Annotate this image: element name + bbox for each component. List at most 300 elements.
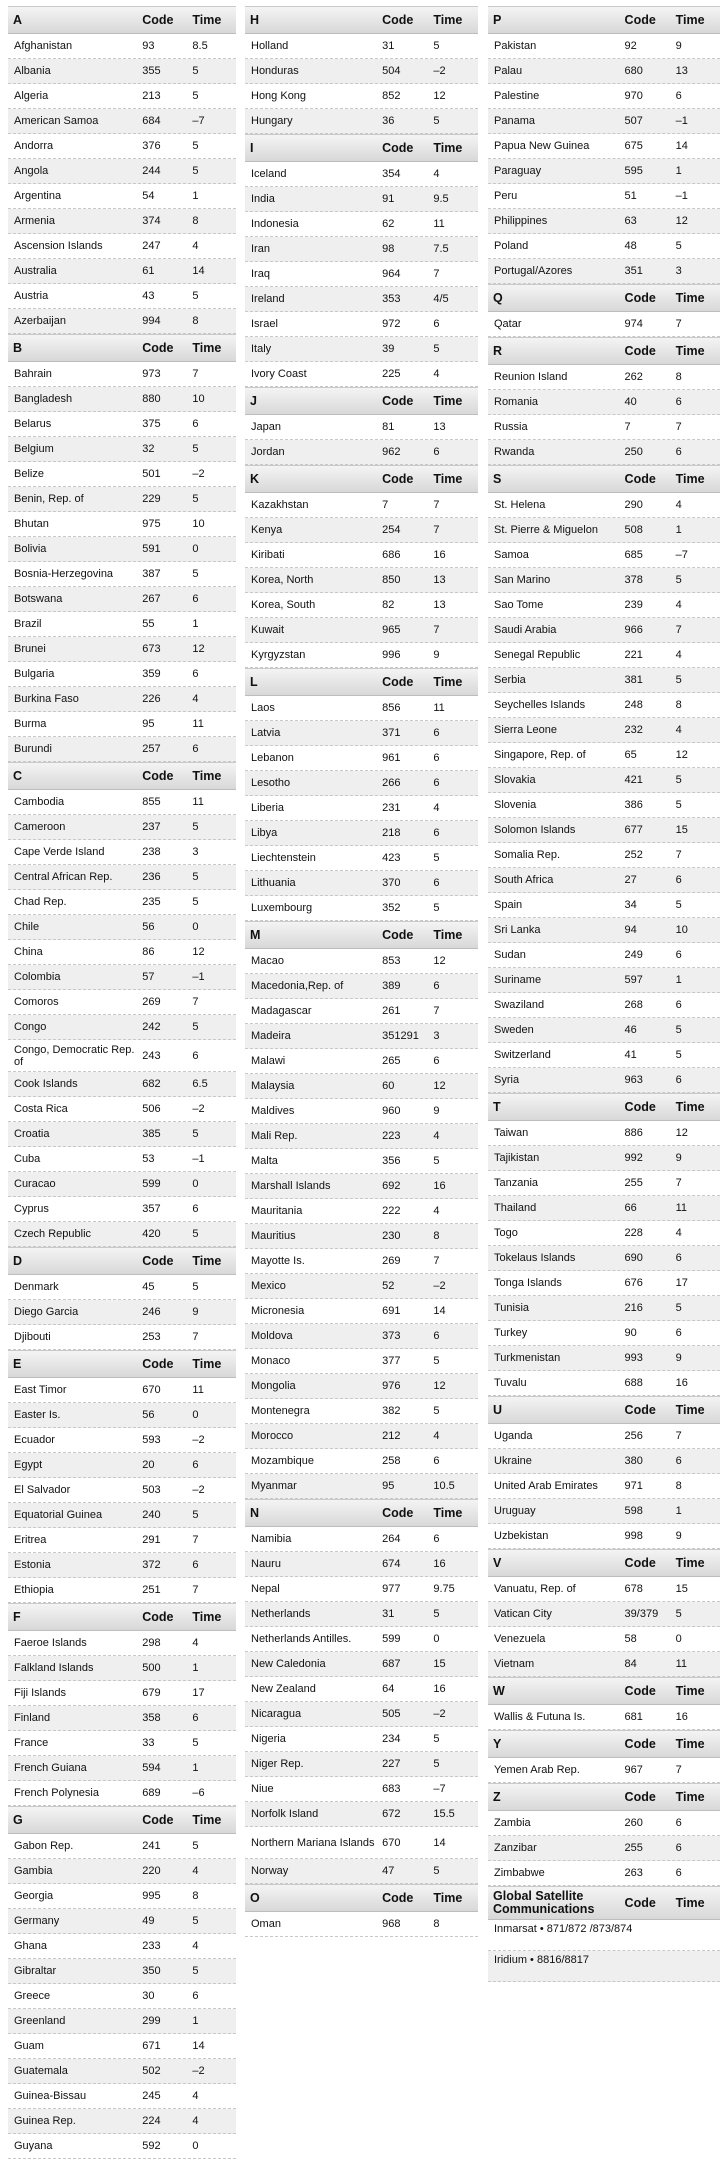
country-name: Mexico [251, 1280, 286, 1292]
country-code: 258 [382, 1455, 401, 1467]
country-name: Reunion Island [494, 371, 568, 383]
time-offset: 16 [433, 549, 446, 561]
country-name: Germany [14, 1915, 60, 1927]
country-name: Oman [251, 1918, 281, 1930]
table-row [8, 1631, 236, 1656]
country-name: Iran [251, 243, 270, 255]
time-offset: 7 [675, 1764, 682, 1776]
country-name: Austria [14, 290, 49, 302]
country-code: 682 [142, 1078, 161, 1090]
country-name: Turkey [494, 1327, 528, 1339]
country-code: 508 [624, 524, 643, 536]
country-code: 230 [382, 1230, 401, 1242]
country-code: 229 [142, 493, 161, 505]
country-code: 45 [142, 1281, 155, 1293]
time-offset: 6 [675, 1455, 682, 1467]
time-offset: 9 [675, 40, 682, 52]
country-name: Fiji Islands [14, 1687, 66, 1699]
country-name: Portugal/Azores [494, 265, 573, 277]
country-name: Congo, Democratic Rep. of [14, 1043, 135, 1068]
country-code: 593 [142, 1434, 161, 1446]
country-code: 246 [142, 1306, 161, 1318]
time-offset: 6 [433, 446, 440, 458]
table-row [8, 259, 236, 284]
section-header [8, 1806, 236, 1834]
time-offset: 5 [675, 799, 682, 811]
table-row [245, 696, 478, 721]
section-s [488, 465, 720, 1093]
table-row [245, 187, 478, 212]
country-name: Chad Rep. [14, 896, 67, 908]
country-code: 689 [142, 1787, 161, 1799]
table-row [245, 59, 478, 84]
country-code: 996 [382, 649, 401, 661]
time-offset: 4 [433, 368, 440, 380]
section-header [488, 6, 720, 34]
country-name: Ecuador [14, 1434, 55, 1446]
time-offset: –6 [192, 1787, 205, 1799]
country-code: 679 [142, 1687, 161, 1699]
time-offset: 12 [433, 1380, 446, 1392]
table-row [488, 365, 720, 390]
country-code: 970 [624, 90, 643, 102]
time-offset: 12 [433, 90, 446, 102]
country-name: Andorra [14, 140, 54, 152]
country-name: Nauru [251, 1558, 281, 1570]
country-name: Uzbekistan [494, 1530, 549, 1542]
table-row [8, 2134, 236, 2159]
table-row [245, 1777, 478, 1802]
section-z [488, 1783, 720, 1886]
table-row [245, 1099, 478, 1124]
time-offset: 1 [675, 1505, 682, 1517]
country-code: 39 [382, 343, 395, 355]
country-code: 239 [624, 599, 643, 611]
table-row [8, 1275, 236, 1300]
country-code: 95 [382, 1480, 395, 1492]
country-name: Vietnam [494, 1658, 535, 1670]
country-code: 377 [382, 1355, 401, 1367]
table-row [8, 965, 236, 990]
time-offset: 7 [433, 624, 440, 636]
country-name: Argentina [14, 190, 62, 202]
table-row [245, 1149, 478, 1174]
time-offset: 6 [433, 318, 440, 330]
country-code: 94 [624, 924, 637, 936]
country-code: 39/379 [624, 1608, 659, 1620]
country-name: Wallis & Futuna Is. [494, 1711, 586, 1723]
table-row [488, 415, 720, 440]
time-offset: 5 [675, 1302, 682, 1314]
section-header [245, 465, 478, 493]
time-offset: 4 [192, 2090, 199, 2102]
table-row [8, 1681, 236, 1706]
table-row [488, 1296, 720, 1321]
table-row [488, 1652, 720, 1677]
country-name: Easter Is. [14, 1409, 61, 1421]
time-offset: 15 [675, 824, 688, 836]
country-code: 212 [382, 1430, 401, 1442]
time-offset: 13 [433, 421, 446, 433]
section-header [245, 1884, 478, 1912]
country-code: 350 [142, 1965, 161, 1977]
table-row [8, 1884, 236, 1909]
table-row [8, 1222, 236, 1247]
time-offset: 1 [192, 1662, 199, 1674]
time-offset: 7 [433, 1255, 440, 1267]
time-offset: 16 [675, 1377, 688, 1389]
country-name: China [14, 946, 43, 958]
country-name: Peru [494, 190, 518, 202]
time-offset: 4 [675, 724, 682, 736]
table-row [488, 1043, 720, 1068]
table-row [8, 1325, 236, 1350]
country-code: 242 [142, 1021, 161, 1033]
section-header [488, 465, 720, 493]
table-row [8, 687, 236, 712]
country-code: 974 [624, 318, 643, 330]
country-name: New Caledonia [251, 1658, 326, 1670]
table-row [245, 949, 478, 974]
country-code: 670 [142, 1384, 161, 1396]
time-offset: 6 [433, 1055, 440, 1067]
country-code: 504 [382, 65, 401, 77]
time-column-header: Time [675, 1790, 705, 1804]
table-row [488, 1424, 720, 1449]
country-name: Australia [14, 265, 57, 277]
country-name: Malaysia [251, 1080, 295, 1092]
country-name: Netherlands Antilles. [251, 1633, 352, 1645]
country-name: Afghanistan [14, 40, 73, 52]
country-name: Zimbabwe [494, 1867, 545, 1879]
country-code: 681 [624, 1711, 643, 1723]
code-column-header: Code [624, 1790, 656, 1804]
time-column-header: Time [675, 1737, 705, 1751]
country-code: 677 [624, 824, 643, 836]
country-name: Jordan [251, 446, 285, 458]
code-column-header: Code [382, 928, 414, 942]
table-row [8, 1578, 236, 1603]
code-column-header: Code [382, 1891, 414, 1905]
time-offset: 5 [192, 290, 199, 302]
time-offset: 6 [192, 743, 199, 755]
country-name: Egypt [14, 1459, 43, 1471]
country-code: 221 [624, 649, 643, 661]
country-code: 47 [382, 1865, 395, 1877]
country-name: Suriname [494, 974, 542, 986]
time-offset: 10.5 [433, 1480, 455, 1492]
country-code: 691 [382, 1305, 401, 1317]
table-row [8, 1197, 236, 1222]
time-offset: 5 [433, 40, 440, 52]
country-code: 592 [142, 2140, 161, 2152]
table-row [8, 712, 236, 737]
country-name: Kiribati [251, 549, 285, 561]
code-column-header: Code [142, 1357, 174, 1371]
time-column-header: Time [433, 1891, 463, 1905]
table-row [245, 1274, 478, 1299]
country-name: Kenya [251, 524, 283, 536]
time-offset: 16 [675, 1711, 688, 1723]
time-offset: 4 [192, 1940, 199, 1952]
country-code: 680 [624, 65, 643, 77]
country-code: 7 [624, 421, 631, 433]
section-letter: S [493, 472, 502, 486]
country-code: 976 [382, 1380, 401, 1392]
country-code: 255 [624, 1842, 643, 1854]
country-name: Solomon Islands [494, 824, 576, 836]
table-row [488, 668, 720, 693]
country-name: Finland [14, 1712, 51, 1724]
country-name: Estonia [14, 1559, 51, 1571]
satellite-entry: Iridium • 8816/8817 [494, 1954, 589, 1966]
country-name: Sweden [494, 1024, 534, 1036]
table-row [245, 1049, 478, 1074]
country-name: Madagascar [251, 1005, 312, 1017]
time-column-header: Time [192, 769, 222, 783]
country-code: 353 [382, 293, 401, 305]
table-row [488, 1499, 720, 1524]
table-row [245, 1627, 478, 1652]
time-offset: 6.5 [192, 1078, 208, 1090]
table-row [8, 234, 236, 259]
country-name: Bhutan [14, 518, 49, 530]
country-code: 503 [142, 1484, 161, 1496]
table-row [488, 1861, 720, 1886]
table-row [245, 1802, 478, 1827]
country-code: 975 [142, 518, 161, 530]
table-row [245, 493, 478, 518]
table-row [8, 2084, 236, 2109]
table-row [8, 637, 236, 662]
table-row [488, 209, 720, 234]
country-name: Gabon Rep. [14, 1840, 74, 1852]
section-letter: U [493, 1403, 503, 1417]
table-row [488, 1271, 720, 1296]
section-m [245, 921, 478, 1499]
time-offset: 11 [192, 796, 204, 808]
country-code: 686 [382, 549, 401, 561]
time-offset: 6 [192, 1559, 199, 1571]
country-name: Azerbaijan [14, 315, 66, 327]
table-row [8, 1015, 236, 1040]
time-offset: 5 [433, 852, 440, 864]
time-offset: 7 [675, 318, 682, 330]
table-row [488, 1602, 720, 1627]
time-column-header: Time [675, 1684, 705, 1698]
table-row [8, 1731, 236, 1756]
country-code: 54 [142, 190, 155, 202]
country-code: 351 [624, 265, 643, 277]
column-2 [245, 6, 478, 1937]
table-row [8, 1453, 236, 1478]
country-code: 237 [142, 821, 161, 833]
country-name: Norfolk Island [251, 1808, 319, 1820]
section-header [245, 1499, 478, 1527]
section-satellite [488, 1886, 720, 1982]
country-code: 218 [382, 827, 401, 839]
section-header [488, 1886, 720, 1920]
table-row [245, 999, 478, 1024]
time-offset: 6 [433, 1533, 440, 1545]
time-offset: –7 [433, 1783, 446, 1795]
country-code: 223 [382, 1130, 401, 1142]
time-offset: 5 [192, 1840, 199, 1852]
country-name: Guinea Rep. [14, 2115, 76, 2127]
code-column-header: Code [382, 1506, 414, 1520]
country-name: Angola [14, 165, 49, 177]
country-code: 967 [624, 1764, 643, 1776]
country-name: Iraq [251, 268, 270, 280]
country-name: Montenegra [251, 1405, 310, 1417]
country-name: Libya [251, 827, 278, 839]
table-row [8, 309, 236, 334]
time-offset: 5 [675, 574, 682, 586]
table-row [488, 109, 720, 134]
country-name: Albania [14, 65, 51, 77]
time-offset: 1 [675, 974, 682, 986]
country-code: 505 [382, 1708, 401, 1720]
country-code: 56 [142, 921, 155, 933]
time-offset: 5 [675, 674, 682, 686]
table-row [8, 109, 236, 134]
time-offset: 7 [192, 1584, 199, 1596]
time-offset: 10 [192, 393, 205, 405]
time-column-header: Time [433, 394, 463, 408]
table-row [245, 871, 478, 896]
time-column-header: Time [192, 341, 222, 355]
country-name: Zanzibar [494, 1842, 537, 1854]
country-name: Mauritania [251, 1205, 303, 1217]
country-name: Tajikistan [494, 1152, 540, 1164]
table-row [8, 1706, 236, 1731]
table-row [488, 84, 720, 109]
time-offset: 5 [192, 493, 199, 505]
country-code: 64 [382, 1683, 395, 1695]
table-row [8, 1859, 236, 1884]
code-column-header: Code [624, 1100, 656, 1114]
table-row [245, 1424, 478, 1449]
country-name: Spain [494, 899, 523, 911]
country-code: 291 [142, 1534, 161, 1546]
table-row [488, 493, 720, 518]
table-row [8, 612, 236, 637]
country-name: Paraguay [494, 165, 542, 177]
table-row [8, 84, 236, 109]
time-offset: 6 [675, 1817, 682, 1829]
country-name: Yemen Arab Rep. [494, 1764, 580, 1776]
table-row [245, 593, 478, 618]
time-offset: 5 [433, 1155, 440, 1167]
table-row [8, 2009, 236, 2034]
country-code: 238 [142, 846, 161, 858]
time-offset: 6 [192, 418, 199, 430]
country-name: Palau [494, 65, 523, 77]
table-row [245, 1527, 478, 1552]
time-offset: 12 [675, 215, 688, 227]
time-offset: 4 [433, 1205, 440, 1217]
country-name: France [14, 1737, 49, 1749]
section-b [8, 334, 236, 762]
time-offset: 9.5 [433, 193, 449, 205]
country-name: Greece [14, 1990, 51, 2002]
table-row [8, 1528, 236, 1553]
code-column-header: Code [382, 472, 414, 486]
section-letter: Z [493, 1790, 501, 1804]
country-name: Falkland Islands [14, 1662, 94, 1674]
country-name: Ascension Islands [14, 240, 103, 252]
country-name: Macao [251, 955, 285, 967]
country-name: Korea, South [251, 599, 316, 611]
section-letter: Global Satellite Communications [493, 1889, 595, 1916]
time-column-header: Time [192, 1254, 222, 1268]
country-name: Norway [251, 1865, 289, 1877]
country-name: Myanmar [251, 1480, 297, 1492]
country-name: Mauritius [251, 1230, 296, 1242]
time-offset: 9 [675, 1352, 682, 1364]
country-code: 356 [382, 1155, 401, 1167]
country-name: Qatar [494, 318, 522, 330]
table-row [488, 234, 720, 259]
country-code: 880 [142, 393, 161, 405]
table-row [245, 1349, 478, 1374]
table-row [488, 1920, 720, 1951]
time-offset: 4 [675, 499, 682, 511]
time-offset: 4 [433, 802, 440, 814]
table-row [245, 415, 478, 440]
country-name: Turkmenistan [494, 1352, 561, 1364]
country-code: 591 [142, 543, 161, 555]
time-offset: –2 [433, 65, 446, 77]
time-offset: 8 [433, 1230, 440, 1242]
table-row [8, 412, 236, 437]
time-offset: 5 [192, 1915, 199, 1927]
country-code: 60 [382, 1080, 395, 1092]
time-offset: 12 [192, 643, 205, 655]
country-code: 263 [624, 1867, 643, 1879]
section-g [8, 1806, 236, 2159]
country-code: 66 [624, 1202, 637, 1214]
section-header [245, 921, 478, 949]
table-row [245, 543, 478, 568]
table-row [488, 943, 720, 968]
time-offset: 8 [675, 371, 682, 383]
time-offset: 11 [675, 1658, 687, 1670]
section-header [8, 762, 236, 790]
country-code: 41 [624, 1049, 637, 1061]
section-header [488, 1549, 720, 1577]
time-offset: 5 [192, 1228, 199, 1240]
table-row [8, 1300, 236, 1325]
section-letter: Y [493, 1737, 502, 1751]
section-header [488, 1093, 720, 1121]
country-code: 382 [382, 1405, 401, 1417]
section-header [488, 1730, 720, 1758]
country-name: Seychelles Islands [494, 699, 586, 711]
table-row [488, 1018, 720, 1043]
country-code: 57 [142, 971, 155, 983]
table-row [488, 818, 720, 843]
column-1 [8, 6, 236, 2159]
table-row [488, 568, 720, 593]
country-name: Lesotho [251, 777, 291, 789]
time-offset: 7 [192, 1331, 199, 1343]
table-row [245, 1727, 478, 1752]
table-row [245, 1474, 478, 1499]
time-offset: 6 [675, 1252, 682, 1264]
time-offset: 5 [192, 90, 199, 102]
country-code: 998 [624, 1530, 643, 1542]
